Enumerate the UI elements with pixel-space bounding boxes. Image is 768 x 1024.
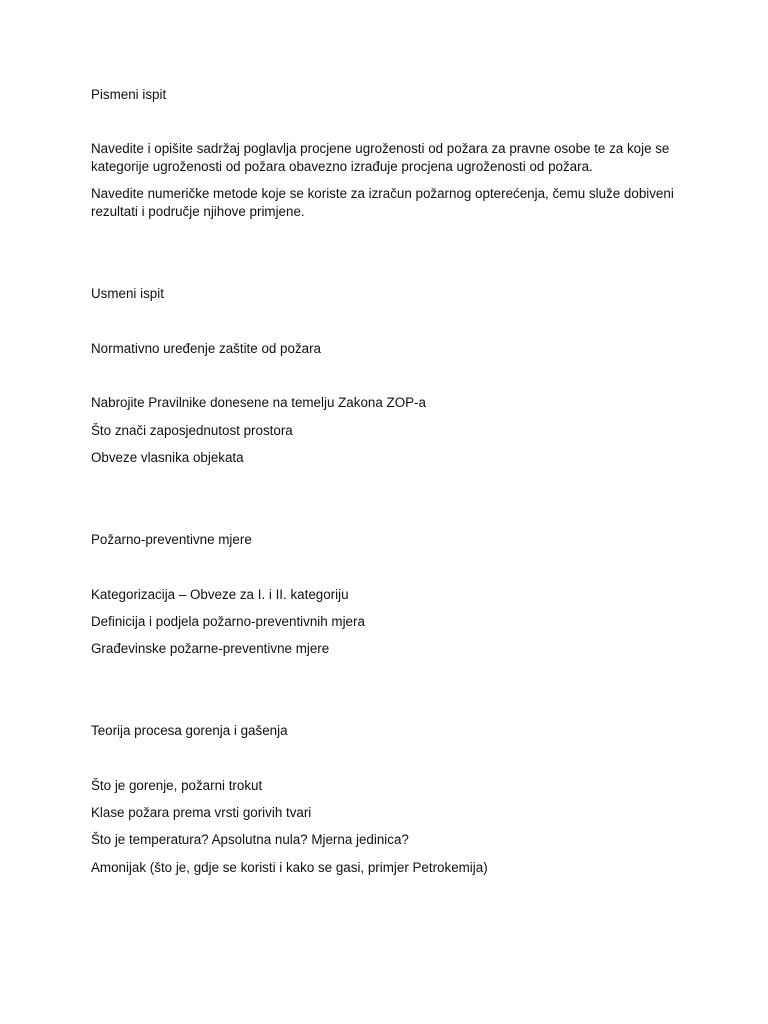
oral-question: Klase požara prema vrsti gorivih tvari — [91, 805, 312, 820]
section-title-normativno: Normativno uređenje zaštite od požara — [91, 341, 322, 356]
oral-question: Što znači zaposjednutost prostora — [91, 423, 293, 438]
section-title-preventivne: Požarno-preventivne mjere — [91, 532, 252, 547]
written-exam-heading: Pismeni ispit — [91, 87, 167, 102]
section-title-gorenje: Teorija procesa gorenja i gašenja — [91, 723, 288, 738]
oral-question: Nabrojite Pravilnike donesene na temelju Zakona ZOP-a — [91, 395, 426, 410]
written-question-1: Navedite i opišite sadržaj poglavlja procjene ugroženosti od požara za pravne osobe te za koje se kategorije ugroženosti od požara obavezno izrađuje procjena ugroženosti od požara. — [91, 141, 670, 174]
oral-question: Amonijak (što je, gdje se koristi i kako se gasi, primjer Petrokemija) — [91, 860, 488, 875]
oral-question: Definicija i podjela požarno-preventivnih mjera — [91, 614, 365, 629]
oral-exam-heading: Usmeni ispit — [91, 286, 164, 301]
oral-question: Što je temperatura? Apsolutna nula? Mjerna jedinica? — [91, 832, 409, 847]
oral-question: Obveze vlasnika objekata — [91, 450, 244, 465]
oral-question: Kategorizacija – Obveze za I. i II. kategoriju — [91, 587, 349, 602]
oral-question: Što je gorenje, požarni trokut — [91, 778, 263, 793]
written-question-2: Navedite numeričke metode koje se koriste za izračun požarnog opterećenja, čemu služe dobiveni rezultati i područje njihove primjene. — [91, 186, 674, 219]
oral-question: Građevinske požarne-preventivne mjere — [91, 641, 330, 656]
